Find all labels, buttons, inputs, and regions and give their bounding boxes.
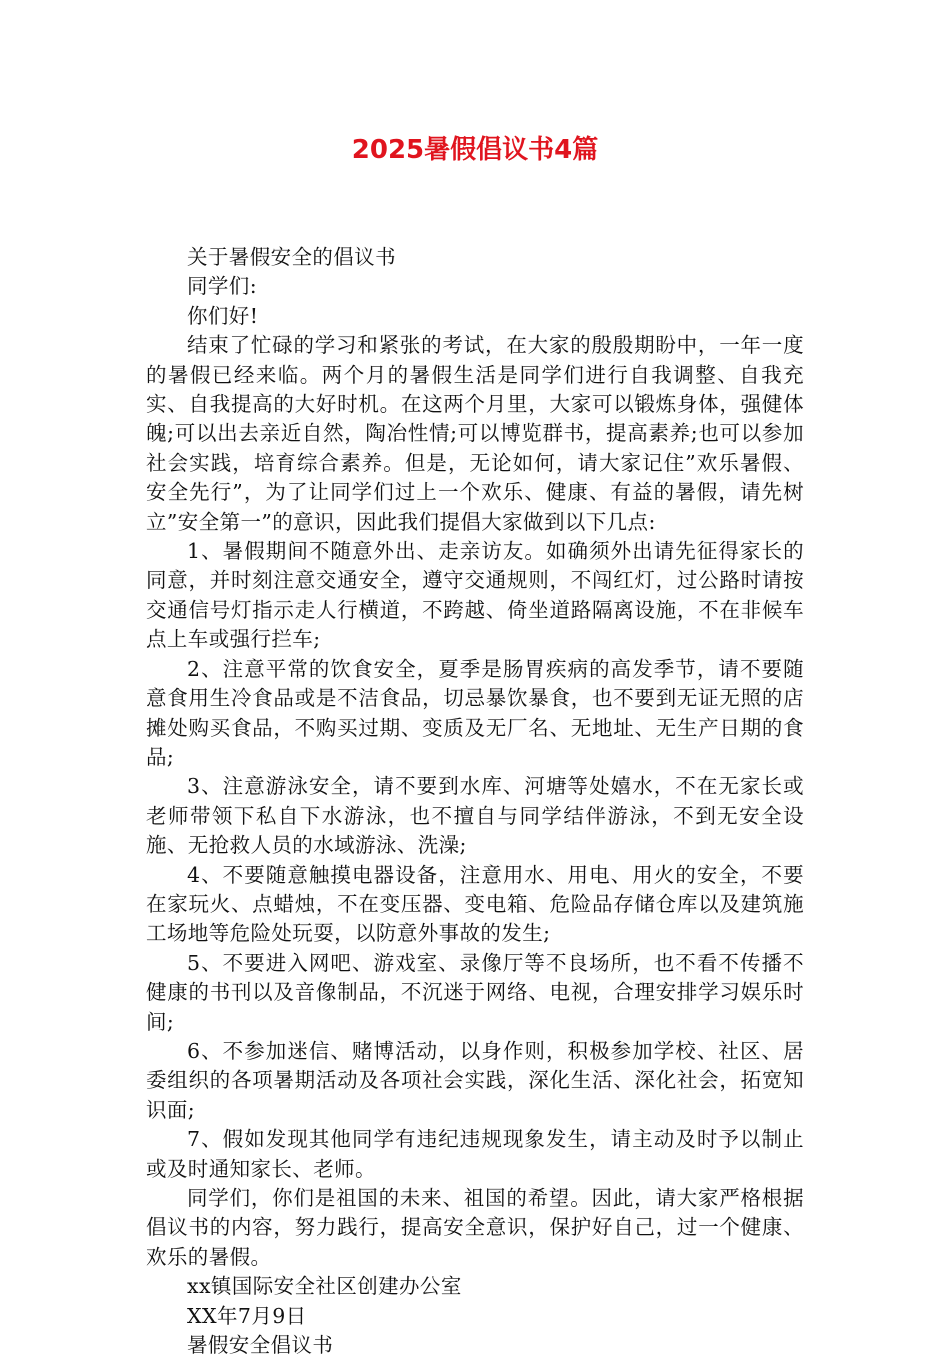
point-5-paragraph: 5、不要进入网吧、游戏室、录像厅等不良场所，也不看不传播不健康的书刊以及音像制品，不沉迷于网络、电视，合理安排学习娱乐时间; [146, 950, 804, 1034]
point-7-paragraph: 7、假如发现其他同学有违纪违规现象发生，请主动及时予以制止或及时通知家长、老师。 [146, 1127, 804, 1181]
point-4-paragraph: 4、不要随意触摸电器设备，注意用水、用电、用火的安全，不要在家玩火、点蜡烛，不在变压器、变电箱、危险品存储仓库以及建筑施工场地等危险处玩耍，以防意外事故的发生; [146, 862, 804, 946]
point-2-paragraph: 2、注意平常的饮食安全，夏季是肠胃疾病的高发季节，请不要随意食用生冷食品或是不洁食品，切忌暴饮暴食，也不要到无证无照的店摊处购买食品，不购买过期、变质及无厂名、无地址、无生产日期的食品; [146, 656, 804, 769]
point-1-paragraph: 1、暑假期间不随意外出、走亲访友。如确须外出请先征得家长的同意，并时刻注意交通安全，遵守交通规则，不闯红灯，过公路时请按交通信号灯指示走人行横道，不跨越、倚坐道路隔离设施，不在非候车点上车或强行拦车; [146, 539, 804, 652]
greeting: 你们好! [187, 303, 259, 328]
document-title: 2025暑假倡议书4篇 [351, 135, 599, 165]
point-6-paragraph: 6、不参加迷信、赌博活动，以身作则，积极参加学校、社区、居委组织的各项暑期活动及各项社会实践，深化生活、深化社会，拓宽知识面; [146, 1038, 804, 1122]
salutation: 同学们: [187, 274, 258, 299]
closing-paragraph: 同学们，你们是祖国的未来、祖国的希望。因此，请大家严格根据倡议书的内容，努力践行，提高安全意识，保护好自己，过一个健康、欢乐的暑假。 [146, 1186, 804, 1269]
signature-organization: xx镇国际安全社区创建办公室 [187, 1274, 462, 1299]
letter-heading: 关于暑假安全的倡议书 [187, 245, 396, 269]
document-body [146, 243, 804, 1360]
signature-date: XX年7月9日 [187, 1303, 307, 1328]
point-3-paragraph: 3、注意游泳安全，请不要到水库、河塘等处嬉水，不在无家长或老师带领下私自下水游泳，也不擅自与同学结伴游泳，不到无安全设施、无抢救人员的水域游泳、洗澡; [146, 774, 804, 858]
intro-paragraph: 结束了忙碌的学习和紧张的考试，在大家的殷殷期盼中，一年一度的暑假已经来临。两个月的暑假生活是同学们进行自我调整、自我充实、自我提高的大好时机。在这两个月里，大家可以锻炼身体，强健体魄;可以出去亲近自然，陶冶性情;可以博览群书，提高素养;也可以参加社会实践，培育综合素养。但是，无论如何，请大家记住”欢乐暑假、安全先行”，为了让同学们过上一个欢乐、健康、有益的暑假，请先树立”安全第一”的意识，因此我们提倡大家做到以下几点: [146, 333, 804, 534]
next-section-heading: 暑假安全倡议书 [187, 1333, 334, 1358]
